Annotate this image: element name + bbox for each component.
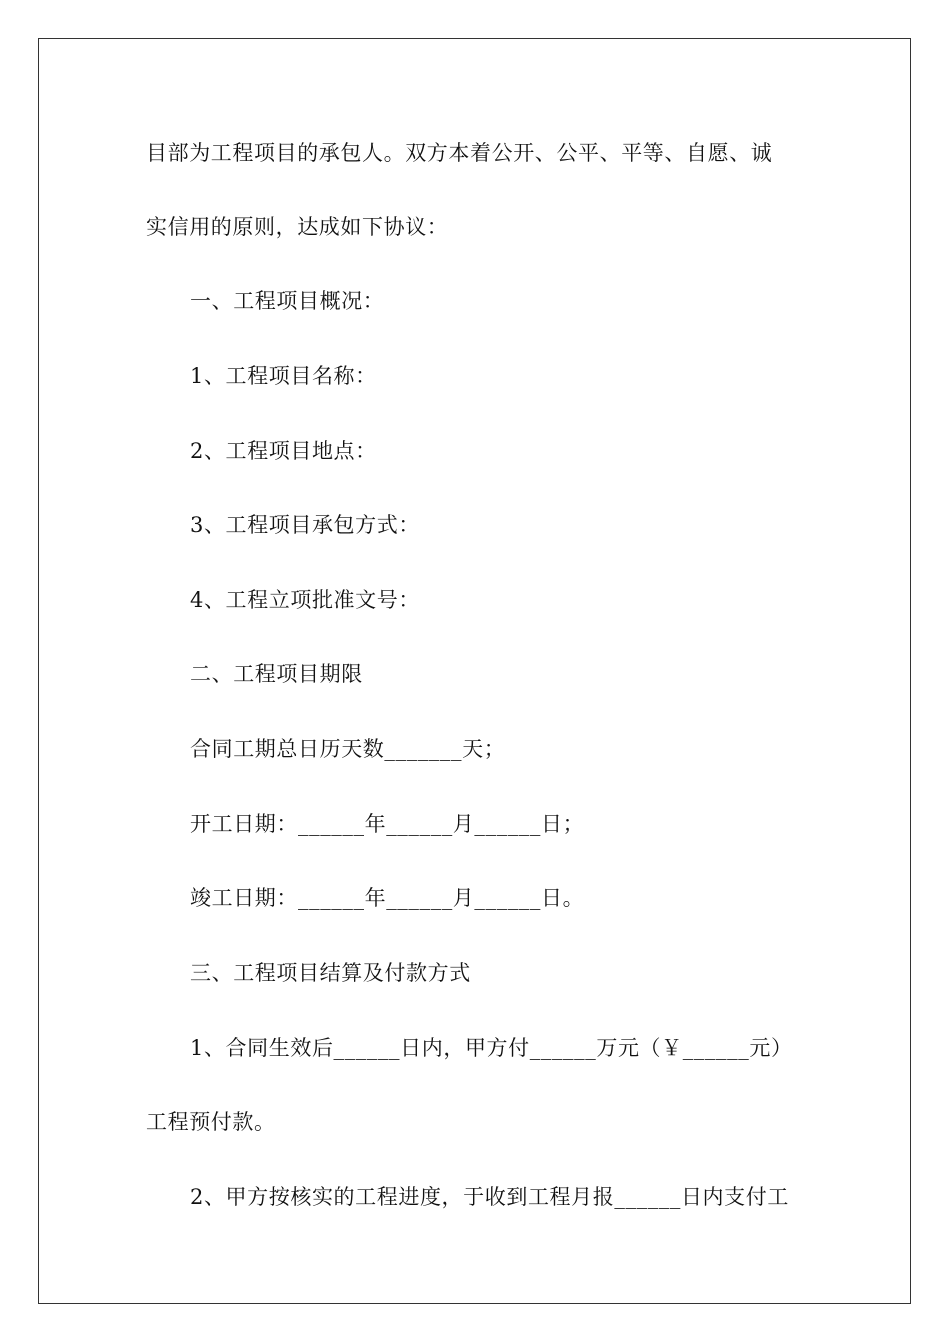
field-total-calendar-days: 合同工期总日历天数_______天； — [190, 737, 506, 761]
field-project-location: 2、工程项目地点： — [190, 439, 377, 463]
clause-advance-payment: 1、合同生效后______日内，甲方付______万元（￥______元） — [190, 1036, 793, 1060]
field-completion-date: 竣工日期：______年______月______日。 — [190, 886, 585, 910]
section-heading-project-period: 二、工程项目期限 — [190, 662, 363, 686]
field-approval-number: 4、工程立项批准文号： — [190, 588, 420, 612]
field-project-name: 1、工程项目名称： — [190, 364, 377, 388]
clause-advance-payment-continued: 工程预付款。 — [146, 1110, 276, 1134]
section-heading-settlement-payment: 三、工程项目结算及付款方式 — [190, 961, 471, 985]
field-contract-method: 3、工程项目承包方式： — [190, 513, 420, 537]
field-start-date: 开工日期：______年______月______日； — [190, 812, 585, 836]
paragraph-line-parties-intro: 目部为工程项目的承包人。双方本着公开、公平、平等、自愿、诚 — [146, 141, 773, 165]
section-heading-project-overview: 一、工程项目概况： — [190, 289, 385, 313]
clause-progress-payment: 2、甲方按核实的工程进度，于收到工程月报______日内支付工 — [190, 1185, 789, 1209]
paragraph-line-agreement: 实信用的原则，达成如下协议： — [146, 215, 449, 239]
